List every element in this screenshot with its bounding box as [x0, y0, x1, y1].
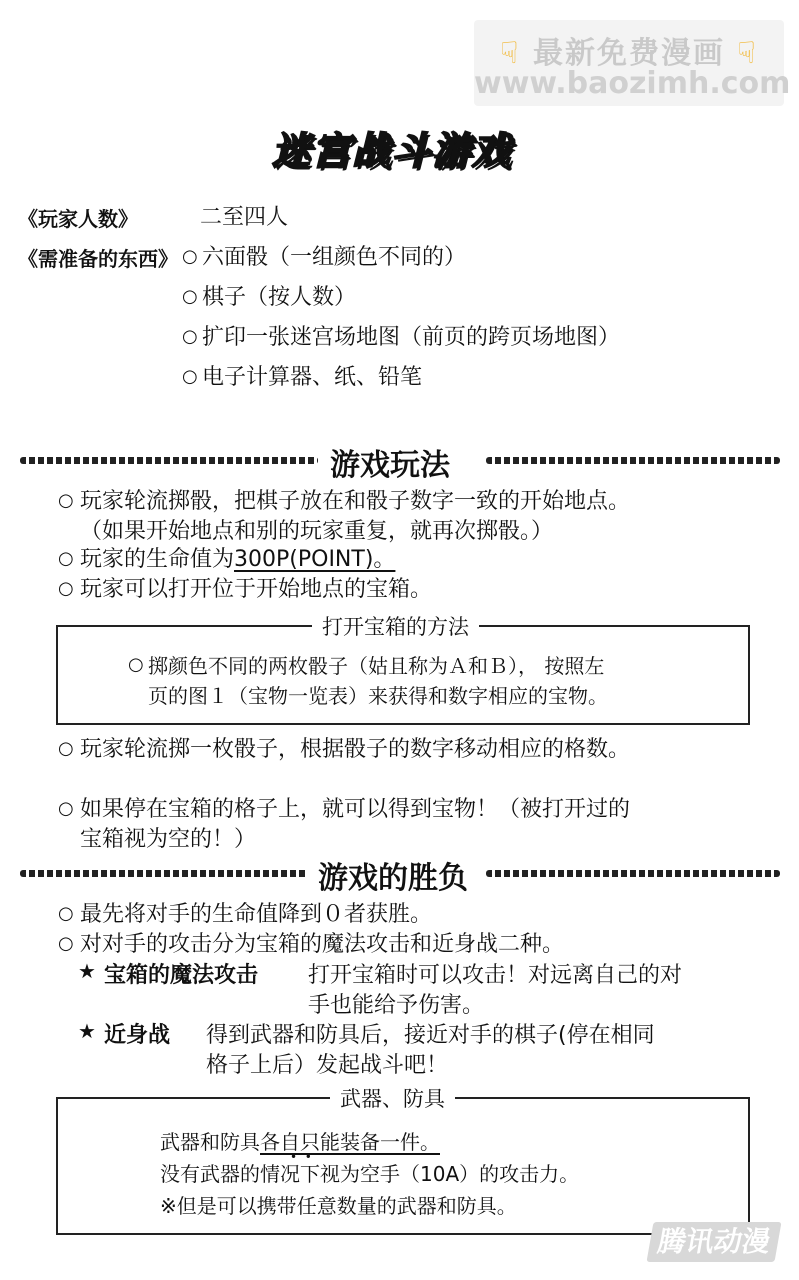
watermark-url[interactable]: www.baozimh.com — [474, 66, 791, 101]
pointing-down-hand-icon: ☟ — [737, 36, 758, 71]
item-text: 棋子（按人数） — [202, 285, 357, 310]
star-icon: ★ — [78, 959, 96, 983]
players-label: 《玩家人数》 — [18, 207, 138, 231]
section-title-win-lose: 游戏的胜负 — [318, 861, 468, 896]
rule-text: 玩家可以打开位于开始地点的宝箱。 — [80, 577, 433, 602]
rule-text: 对对手的攻击分为宝箱的魔法攻击和近身战二种。 — [80, 932, 565, 957]
publisher-logo: 腾讯动漫 — [646, 1222, 781, 1262]
players-value: 二至四人 — [200, 205, 289, 230]
section-title-how-to-play: 游戏玩法 — [330, 448, 450, 483]
rule-text: 玩家轮流掷一枚骰子，根据骰子的数字移动相应的格数。 — [80, 737, 631, 762]
weapons-emphasis: 各自只能装备一件。 — [260, 1130, 440, 1154]
bullet-icon: ○ — [58, 798, 74, 819]
melee-text: 得到武器和防具后，接近对手的棋子(停在相同 — [206, 1023, 655, 1048]
rule-text: （如果开始地点和别的玩家重复，就再次掷骰。） — [80, 519, 554, 544]
rule-text-part: 玩家的生命值为 — [80, 547, 235, 572]
star-icon: ★ — [78, 1019, 96, 1043]
bullet-icon: ○ — [182, 246, 198, 267]
bullet-icon: ○ — [58, 490, 74, 511]
magic-attack-text: 手也能给予伤害。 — [308, 993, 485, 1018]
bullet-icon: ○ — [182, 326, 198, 347]
bullet-icon: ○ — [128, 654, 144, 675]
box-text: 掷颜色不同的两枚骰子（姑且称为Ａ和Ｂ）， 按照左 — [148, 654, 605, 678]
bullet-icon: ○ — [58, 578, 74, 599]
rule-text: 宝箱视为空的！） — [80, 827, 257, 852]
watermark-title-text: 最新免费漫画 — [533, 36, 725, 71]
life-points-value: 300P(POINT)。 — [234, 547, 396, 572]
item-text: 六面骰（一组颜色不同的） — [202, 245, 467, 270]
weapons-text-part: 武器和防具 — [160, 1130, 260, 1154]
melee-label: 近身战 — [104, 1023, 171, 1048]
melee-text: 格子上后）发起战斗吧！ — [206, 1053, 449, 1078]
item-text: 电子计算器、纸、铅笔 — [202, 365, 423, 390]
chain-divider-right — [486, 870, 780, 877]
page-title: 迷宫战斗游戏 — [272, 129, 513, 173]
chain-divider-left — [20, 870, 308, 877]
rule-text: 如果停在宝箱的格子上，就可以得到宝物！（被打开过的 — [80, 797, 631, 822]
weapons-text: ※但是可以携带任意数量的武器和防具。 — [160, 1194, 517, 1218]
item-text: 扩印一张迷宫场地图（前页的跨页场地图） — [202, 325, 621, 350]
weapons-text: 没有武器的情况下视为空手（10A）的攻击力。 — [160, 1162, 580, 1186]
magic-attack-label: 宝箱的魔法攻击 — [104, 963, 259, 988]
weapons-box-title: 武器、防具 — [330, 1083, 455, 1113]
bullet-icon: ○ — [182, 286, 198, 307]
emphasis-dots: • • — [290, 1150, 312, 1164]
chain-divider-right — [486, 457, 780, 464]
chain-divider-left — [20, 457, 318, 464]
magic-attack-text: 打开宝箱时可以攻击！对远离自己的对 — [308, 963, 683, 988]
rule-text: 最先将对手的生命值降到０者获胜。 — [80, 902, 433, 927]
bullet-icon: ○ — [58, 738, 74, 759]
bullet-icon: ○ — [182, 366, 198, 387]
rule-text: 玩家轮流掷骰，把棋子放在和骰子数字一致的开始地点。 — [80, 489, 631, 514]
pointing-down-hand-icon: ☟ — [500, 36, 521, 71]
items-label: 《需准备的东西》 — [18, 247, 178, 271]
bullet-icon: ○ — [58, 548, 74, 569]
box-text: 页的图１（宝物一览表）来获得和数字相应的宝物。 — [148, 684, 608, 708]
bullet-icon: ○ — [58, 903, 74, 924]
bullet-icon: ○ — [58, 933, 74, 954]
rule-text — [80, 542, 395, 573]
open-chest-box-title: 打开宝箱的方法 — [312, 611, 479, 641]
